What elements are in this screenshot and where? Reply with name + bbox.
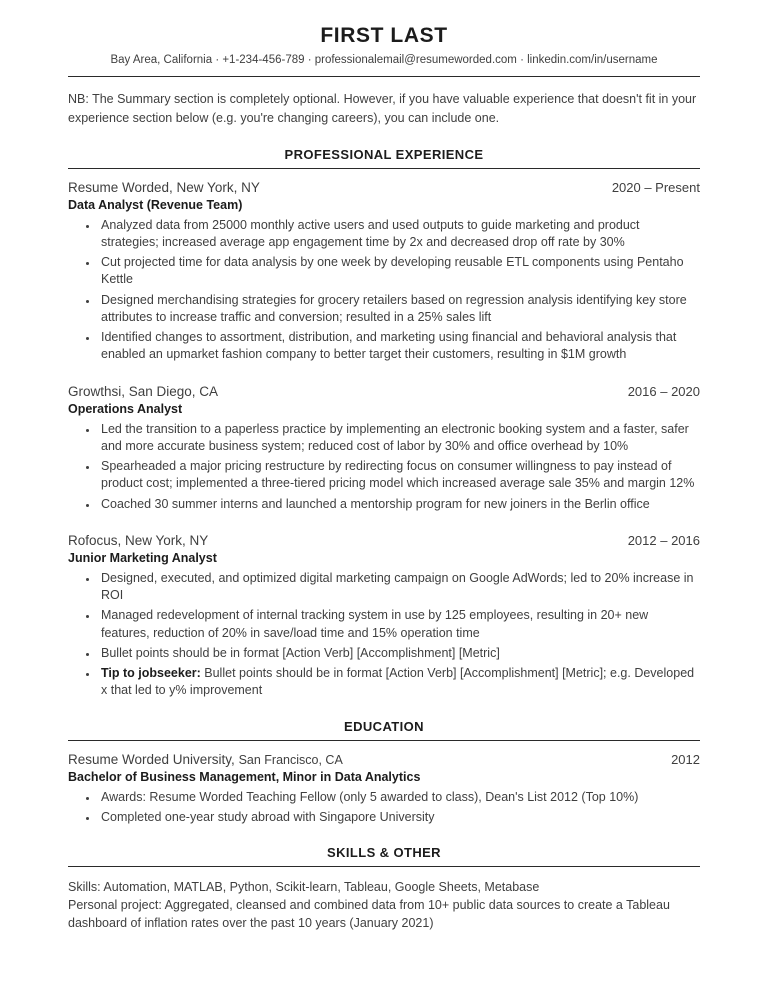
job-entry-head: [68, 533, 700, 548]
bullet-lead: Tip to jobseeker:: [101, 666, 201, 680]
job-dates: 2020 – Present: [611, 179, 700, 195]
bullet-list: [68, 570, 700, 700]
experience-heading: PROFESSIONAL EXPERIENCE: [68, 147, 700, 169]
job-entry: [68, 180, 700, 364]
bullet-item: • Designed merchandising strategies for grocery retailers based on regression analysis identifying key store attributes to increase traffic and conversion; resulted in a 25% sales lift: [98, 292, 700, 327]
bullet-item: • Awards: Resume Worded Teaching Fellow (only 5 awarded to class), Dean's List 2012 (Top 10%): [98, 789, 700, 806]
job-dates: 2016 – 2020: [627, 383, 700, 399]
job-entry: [68, 384, 700, 513]
bullet-item: • Managed redevelopment of internal tracking system in use by 125 employees, resulting in 20+ new features, reduction of 20% in save/load time and 15% operation time: [98, 607, 700, 642]
bullet-item: • Cut projected time for data analysis by one week by developing reusable ETL components using Pentaho Kettle: [98, 254, 700, 289]
summary-note: NB: The Summary section is completely optional. However, if you have valuable experience that doesn't fit in your experience section below (e.g. you're changing careers), you can include one.: [68, 92, 697, 125]
education-entry-head: [68, 752, 700, 767]
skills-lines: [68, 878, 700, 932]
bullet-item: • Led the transition to a paperless practice by implementing an electronic booking system and a faster, safer and more accurate business system; reduced cost of labor by 30% and office overhead by 10%: [98, 421, 700, 456]
bullet-list: [68, 421, 700, 513]
contact-line: Bay Area, California · +1-234-456-789 · professionalemail@resumeworded.com · linkedin.com/in/username: [110, 54, 658, 66]
bullet-item: • Coached 30 summer interns and launched a mentorship program for new joiners in the Berlin office: [98, 496, 700, 513]
education-dates: 2012: [671, 751, 700, 767]
job-entry-head: [68, 384, 700, 399]
education-heading: EDUCATION: [68, 719, 700, 741]
bullet-item: • Designed, executed, and optimized digital marketing campaign on Google AdWords; led to 20% increase in ROI: [98, 570, 700, 605]
education-bullet-list: [68, 789, 700, 827]
job-title: Data Analyst (Revenue Team): [68, 197, 243, 212]
skills-line: Skills: Automation, MATLAB, Python, Scikit-learn, Tableau, Google Sheets, Metabase: [68, 880, 540, 894]
bullet-item: • Completed one-year study abroad with Singapore University: [98, 809, 700, 826]
bullet-item: • Tip to jobseeker: Bullet points should be in format [Action Verb] [Accomplishment] [Metric]; e.g. Developed x that led to y% improvement: [98, 665, 700, 700]
job-title: Operations Analyst: [68, 401, 183, 416]
header-divider: [68, 76, 700, 77]
school-location: San Francisco, CA: [238, 752, 343, 767]
job-dates: 2012 – 2016: [627, 532, 700, 548]
bullet-item: • Identified changes to assortment, distribution, and marketing using financial and behavioral analysis that enabled an upmarket fashion company to better target their customers, resulting in $1M growth: [98, 329, 700, 364]
skills-line: Personal project: Aggregated, cleansed and combined data from 10+ public data sources to create a Tableau dashboard of inflation rates over the past 10 years (January 2021): [68, 898, 670, 931]
school-line: [68, 752, 343, 767]
page-title: FIRST LAST: [320, 24, 448, 47]
bullet-item: • Bullet points should be in format [Action Verb] [Accomplishment] [Metric]: [98, 645, 700, 662]
company-name: Resume Worded, New York, NY: [68, 179, 260, 195]
job-entry: [68, 533, 700, 700]
bullet-list: [68, 217, 700, 364]
company-name: Growthsi, San Diego, CA: [68, 383, 219, 399]
skills-heading: SKILLS & OTHER: [68, 845, 700, 867]
job-title: Junior Marketing Analyst: [68, 550, 217, 565]
bullet-item: • Spearheaded a major pricing restructure by redirecting focus on consumer willingness to pay instead of product cost; implemented a three-tiered pricing model which increased average sale 35% and margin 12%: [98, 458, 700, 493]
bullet-item: • Analyzed data from 25000 monthly active users and used outputs to guide marketing and product strategies; increased average app engagement time by 2x and decreased drop off rate by 30%: [98, 217, 700, 252]
section-education: [68, 719, 700, 827]
section-experience: [68, 147, 700, 700]
job-entry-head: [68, 180, 700, 195]
company-name: Rofocus, New York, NY: [68, 532, 209, 548]
school-name: Resume Worded University,: [68, 751, 235, 767]
experience-list: [68, 180, 700, 700]
section-skills: [68, 845, 700, 932]
degree-title: Bachelor of Business Management, Minor in Data Analytics: [68, 769, 421, 784]
